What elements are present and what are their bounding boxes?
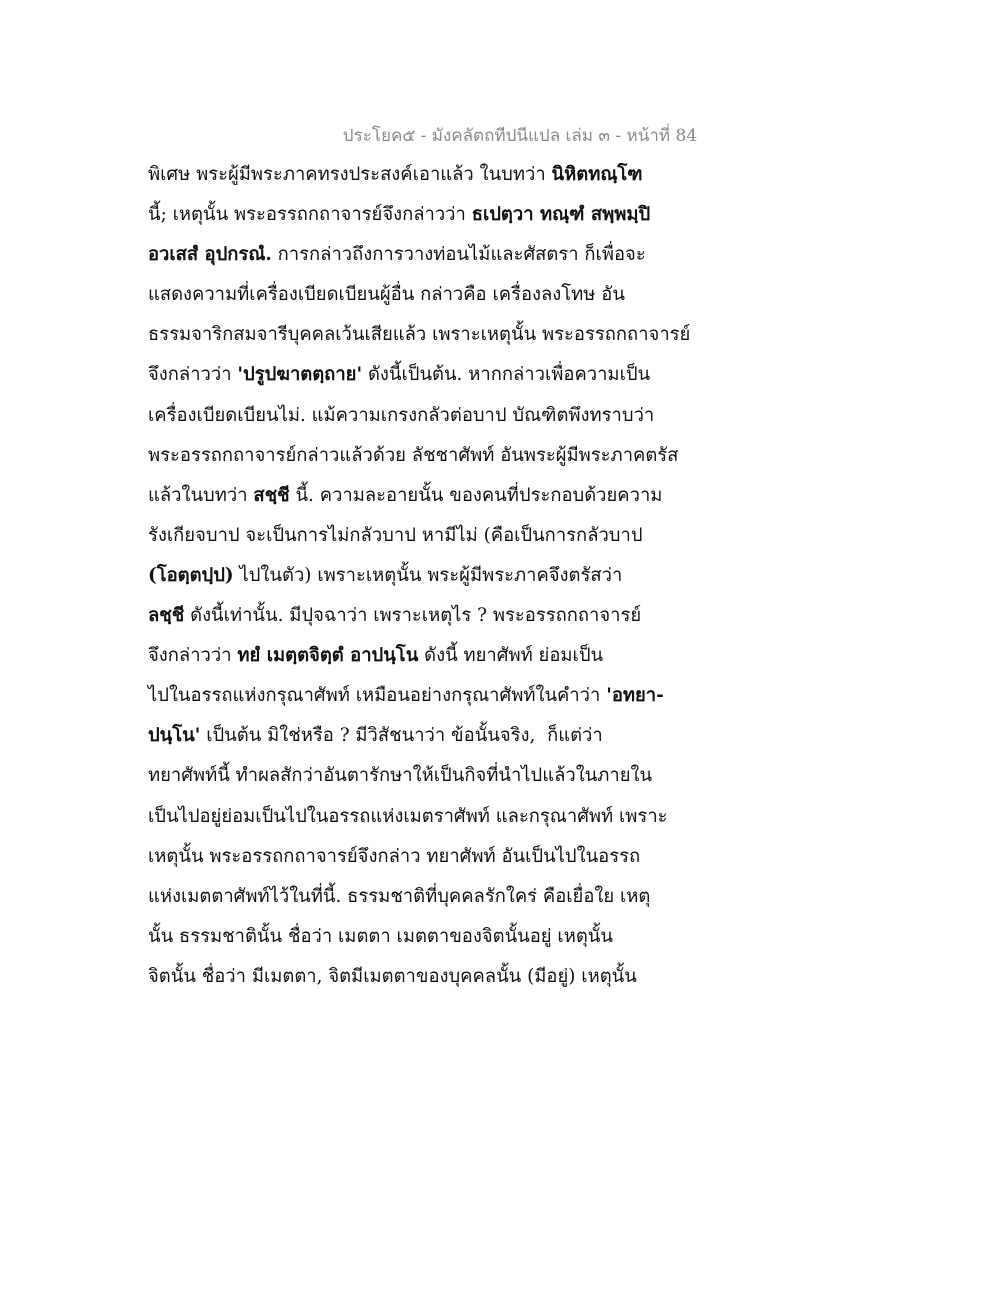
text-line [148,476,728,516]
pali-term: สชฺชี [253,484,290,506]
text-segment: ดังนี้ ทยาศัพท์ ย่อมเป็น [418,645,604,667]
text-segment: จิตนั้น ชื่อว่า มีเมตตา, จิตมีเมตตาของบุคคลนั้น (มีอยู่) เหตุนั้น [148,965,637,987]
text-segment: จึงกล่าวว่า [148,364,238,386]
text-segment: เครื่องเบียดเบียนไม่. แม้ความเกรงกลัวต่อบาป บัณฑิตพึงทราบว่า [148,404,655,426]
pali-term: (โอตฺตปฺป) [148,564,234,586]
pali-term: นิหิตทณฺโฑ [551,164,643,185]
text-segment: แล้วในบทว่า [148,484,254,506]
text-segment: แสดงความที่เครื่องเบียดเบียนผู้อื่น กล่าวคือ เครื่องลงโทษ อัน [148,284,625,306]
text-segment: นี้; เหตุนั้น พระอรรถกถาจารย์จึงกล่าวว่า [148,204,472,226]
text-segment: เป็นต้น มิใช่หรือ ? มีวิสัชนาว่า ข้อนั้นจริง, ก็แต่ว่า [200,725,603,747]
text-line [148,877,728,917]
text-line [148,837,728,877]
pali-term: 'ปรูปฆาตตฺถาย' [237,364,363,386]
text-line [148,235,728,275]
text-line [148,436,728,476]
text-segment: นั้น ธรรมชาตินั้น ชื่อว่า เมตตา เมตตาของจิตนั้นอยู่ เหตุนั้น [148,925,613,947]
text-line [148,516,728,556]
text-line [148,155,728,195]
text-line [148,797,728,837]
text-segment: ไปในตัว) เพราะเหตุนั้น พระผู้มีพระภาคจึงตรัสว่า [233,564,623,586]
text-segment: การกล่าวถึงการวางท่อนไม้และศัสตรา ก็เพื่อจะ [271,244,646,266]
text-segment: นี้. ความละอายนั้น ของคนที่ประกอบด้วยความ [289,484,663,506]
text-line [148,636,728,676]
text-segment: ทยาศัพท์นี้ ทำผลสักว่าอันตารักษาให้เป็นกิจที่นำไปแล้วในภายใน [148,765,653,787]
text-segment: ไปในอรรถแห่งกรุณาศัพท์ เหมือนอย่างกรุณาศัพท์ในคำว่า [148,685,607,707]
text-segment: พระอรรถกถาจารย์กล่าวแล้วด้วย ลัชชาศัพท์ อันพระผู้มีพระภาคตรัส [148,444,679,466]
text-segment: แห่งเมตตาศัพท์ไว้ในที่นี้. ธรรมชาติที่บุคคลรักใคร่ คือเยื่อใย เหตุ [148,885,651,907]
text-segment: รังเกียจบาป จะเป็นการไม่กลัวบาป หามีไม่ (คือเป็นการกลัวบาป [148,524,643,546]
text-segment: เป็นไปอยู่ย่อมเป็นไปในอรรถแห่งเมตราศัพท์ และกรุณาศัพท์ เพราะ [148,805,668,827]
pali-term: อวเสสํ อุปกรณํ. [148,244,272,266]
pali-term: 'อทยา- [606,685,664,707]
text-line [148,756,728,796]
text-line [148,596,728,636]
pali-term: ลชฺชี [148,605,185,627]
text-line [148,716,728,756]
text-line [148,275,728,315]
text-segment: เหตุนั้น พระอรรถกถาจารย์จึงกล่าว ทยาศัพท์ อันเป็นไปในอรรถ [148,845,641,867]
text-line [148,355,728,395]
text-line [148,556,728,596]
text-segment: จึงกล่าวว่า [148,645,238,667]
text-segment: ธรรมจาริกสมจารีบุคคลเว้นเสียแล้ว เพราะเหตุนั้น พระอรรถกถาจารย์ [148,324,691,346]
pali-term: ทยํ เมตฺตจิตฺตํ อาปนฺโน [237,645,419,667]
pali-term: ปนฺโน' [148,725,201,747]
text-line [148,917,728,957]
text-line [148,396,728,436]
text-line [148,195,728,235]
text-line [148,676,728,716]
text-segment: ดังนี้เท่านั้น. มีปุจฉาว่า เพราะเหตุไร ? พระอรรถกถาจารย์ [184,605,642,627]
text-segment: พิเศษ พระผู้มีพระภาคทรงประสงค์เอาแล้ว ในบทว่า [148,164,552,185]
text-line [148,957,728,997]
running-head: ประโยค๕ - มังคลัตถทีปนีแปล เล่ม ๓ - หน้าที่ 84 [342,126,698,146]
pali-term: ธเปตฺวา ทณฺฑํ สพฺพมฺปิ [471,204,651,226]
text-line [148,315,728,355]
text-segment: ดังนี้เป็นต้น. หากกล่าวเพื่อความเป็น [362,364,651,386]
body-text [148,155,728,997]
